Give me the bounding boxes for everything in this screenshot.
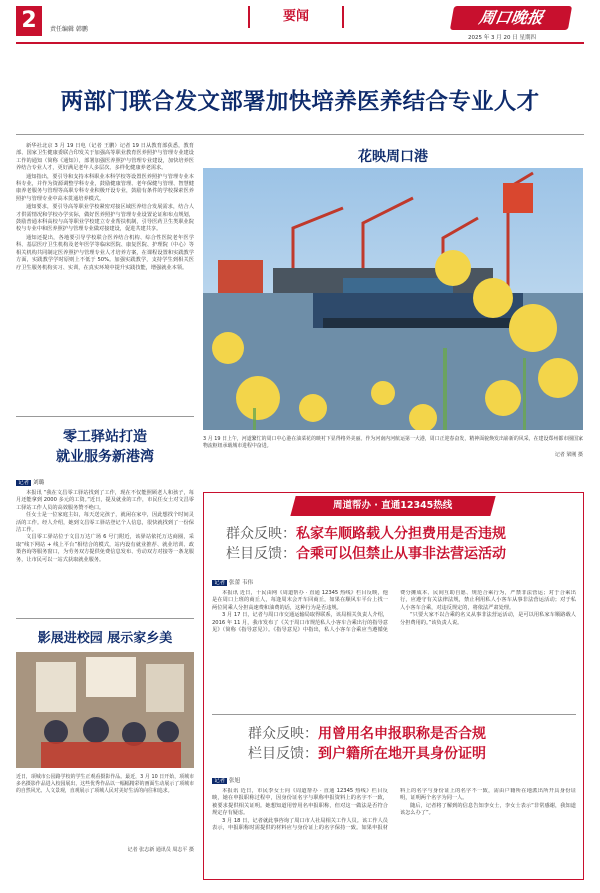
help-item2-byline [212,776,240,784]
job-headline-1: 零工驿站打造 [63,429,147,445]
job-paragraph: 文昌零工驿站位于文昌万达广场 6 号门附近，该驿站依托万达商圈，采取“线下网站 + 线上平台”相结合的模式，站内设有就业推荐、就业培训、政策咨询等服务窗口，为劳务双方提供免费信息发布、劳动双方对接等一条龙服务，让市民可以一站式获取就业服务。 [16,534,194,563]
question-label: 群众反映： [248,726,318,742]
help-item2-body [212,788,576,874]
school-rule [16,618,194,619]
help-item1-answer [226,545,506,564]
photo-credit: 记者 梁刚 摄 [554,452,583,458]
job-rule [16,416,194,417]
help-paragraph: 随后，记者将了解到的信息告知李女士，李女士表示“非常感谢，我知道该怎么办了”。 [400,802,576,817]
help-item2-answer [248,745,486,764]
help-paragraph: 本报讯 近日，十民由网《周道帮办 · 直通 12345 热线》栏目反映，他是在周口上班的商丘人，每逢周末会开车回商丘，如果在顺风车平台上找一两位同乘人分担高速费和油费的话，这种行为是否违规。 [212,590,388,611]
byline-name: 张蕾 韦伟 [228,580,254,586]
photo-kicker: 花映周口港 [358,149,428,165]
help-item2-question [248,725,486,744]
question-label: 群众反映： [226,526,296,542]
job-paragraph: 任女士是一位家庭主妇，每天送完孩子，就闲在家中，因此想找个时间灵活的工作。经人介绍，她到文昌零工驿站登记个人信息，很快就找到了一份保洁工作。 [16,512,194,534]
page-number: 2 [16,6,42,36]
lead-body [16,143,194,272]
lead-paragraph: 新华社北京 3 月 19 日电（记者 王鹏）记者 19 日从教育部获悉，教育部、国家卫生健康委联合印发关于加强高等职业教育医养照护与管理专业建设工作的通知（简称《通知》），部署加强医养照护与管理专业建设，加快培养医养结合专业人才，更好满足老年人多层次、多样化健康养老需求。 [16,143,194,172]
help-banner-tag [290,496,495,516]
help-paragraph: “只要大家不以合乘的名义从事非法营运活动，是可以用私家车顺路载人分担费用的。”该负责人说。 [400,612,576,626]
answer-text: 合乘可以但禁止从事非法营运活动 [296,546,506,562]
lead-headline: 两部门联合发文部署加快培养医养结合专业人才 [60,89,540,115]
lead-paragraph: 通知指出，要引导和支持本科职业本科学校等设置医养照护与管理专业本科专业，并作为资源调整学科专业，鼓励健康管理、老年保健与管理、智慧健康养老服务与管理等高职专科专业积极开设专业，鼓励有条件的学校探索医养照护与管理专业中高本贯通培养模式。 [16,173,194,202]
help-paragraph: 本报讯 近日，市民李女士向《周道帮办 · 直通 12345 热线》栏目反映，她在申报职称过程中，因身份证名字与职称申报资料上的名字不一致，被要求提供相关证明。她想知道用曾用名申报职称，但对这一做法是否符合规定存有疑虑。 [212,788,388,817]
byline-label: 记者 [214,778,226,784]
section-title: 要闻 [248,6,344,28]
harbor-photo-image [203,168,583,430]
help-banner [203,495,583,517]
question-text: 用曾用名申报职称是否合规 [318,726,486,742]
help-paragraph: 3 月 17 日，记者与周口市交通运输局取得联系，该局相关负责人介绍，2016 年 11 月，我市发布了《关于周口市规范私人小客车合乘出行的指导意见》（简称《指导意见》）。《指导意见》中指出，私人小客车合乘应当遵循免费分摊成本、民间互助自愿、规范合乘行为，严禁非法营运；对于合乘出行，应遵守有关法律法规，禁止利用私人小客车从事非法营运活动；对于私人小客车合乘，对违反规定的，将依法严肃处理。 [212,590,576,634]
harbor-photo [203,168,583,430]
editor-credit: 责任编辑 韩鹏 [50,26,88,33]
question-text: 私家车顺路载人分担费用是否违规 [296,526,506,542]
job-headline-2: 就业服务新港湾 [56,449,154,465]
byline-name: 张旭 [228,778,241,784]
help-item1-body [212,590,576,710]
job-paragraph: 本报讯 “我在文昌零工驿站找到了工作，现在不仅能照顾老人和孩子，每月还能拿到 2000 多元的工资。”近日，提及就业的工作，市民任女士对文昌零工驿站工作人员的高效服务赞不绝口。 [16,490,194,511]
help-item1-byline [212,578,253,586]
byline-name: 刘璐 [32,480,45,486]
school-photo-image [16,652,194,768]
job-body [16,490,194,564]
byline-label: 记者 [214,580,226,586]
school-headline: 影展进校园 展示家乡美 [37,631,173,646]
issue-date: 2025 年 3 月 20 日 星期四 [468,35,536,41]
help-banner-text: 周道帮办 · 直通12345热线 [333,500,453,511]
headline-rule [16,134,584,135]
lead-paragraph: 通知要求，要引导高等职业学校紧密对接区域医养结合发展需求，结合人才供需情况和学校办学实际，做好医养照护与管理专业设置论证和布点规划，鼓励普通本科高校与高等职业学校建立专业帮扶机制，引导医药卫生类职业院校与专业中和医养照护与管理专业做对接建设，促进共建共享。 [16,204,194,233]
school-credit: 记者 张志新 通讯员 周志平 摄 [127,847,194,853]
photo-caption: 3 月 19 日上午，河道繁忙的周口中心港在油菜花的映衬下显得格外美丽。作为河南内河航运第一大港，周口正迎春奋发，精神面貌焕发出崭新的风采，在建设郑州都市圈国家物流枢纽承载城市进程中奋进。 [203,436,583,449]
help-paragraph: 3 月 18 日，记者就此事咨询了周口市人社局相关工作人员。该工作人员表示，申报职称时需提供的材料应与身份证上的名字保持一致。如果申报材料上的名字与身份证上的名字不一致，需由户籍所在地派出所开具身份证明，证明两个名字为同一人。 [212,788,576,832]
help-separator [212,714,576,715]
answer-text: 到户籍所在地开具身份证明 [318,746,486,762]
answer-label: 栏目反馈： [226,546,296,562]
lead-paragraph: 通知还提出，各地要引导学校联合医养结合机构、综合性医院老年医学科、基层医疗卫生机构及老年医学等临床医院、康复医院、护理院（中心）等相关机构共同制定医养照护与管理专业人才培养方案，在课程设置和实践教学方面，实践教学学时原则上不低于 50%。加强实践教学，支持学生到相关医疗卫生服务机构实习、实训，在真实环境中提升实践技能，增强就业本领。 [16,234,194,271]
school-photo [16,652,194,768]
school-caption: 近日，项城市公园路学校的学生正观看摄影作品。最近，3 月 10 日开始，项城市多名摄影作品进入校园展出，这些优秀作品以一幅幅精彩的画面生动展示了项城市的自然风光、人文景观，直观展示了项城人民对美好生活的向往和追求。 [16,774,194,794]
paper-logo: 周口晚报 [450,6,572,30]
answer-label: 栏目反馈： [248,746,318,762]
byline-label: 记者 [18,480,30,486]
masthead-rule [16,42,584,44]
help-item1-question [226,525,506,544]
job-byline [16,478,44,486]
